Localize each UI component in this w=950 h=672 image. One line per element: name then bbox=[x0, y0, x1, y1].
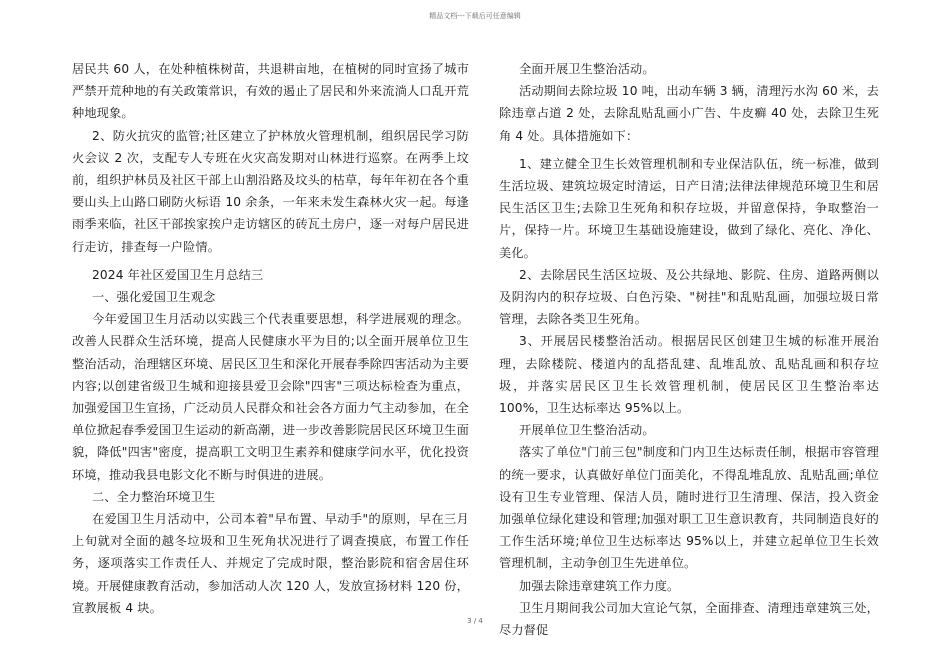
paragraph: 全面开展卫生整治活动。 bbox=[519, 62, 655, 76]
section-title: 2024 年社区爱国卫生月总结三 bbox=[92, 267, 264, 282]
left-column bbox=[72, 58, 469, 619]
page-header: 精品文档---下载后可任意编辑 bbox=[429, 12, 521, 20]
paragraph: 卫生月期间我公司加大宣论气氛，全面排查、清理违章建筑三处，尽力督促 bbox=[499, 600, 879, 638]
section-heading: 二、全力整治环境卫生 bbox=[92, 489, 216, 504]
section-heading: 一、强化爱国卫生观念 bbox=[92, 290, 216, 305]
paragraph: 落实了单位"门前三包"制度和门内卫生达标责任制，根据市容管理的统一要求，认真做好单位门面美化，不得乱堆乱放、乱贴乱画;单位设有卫生专业管理、保洁人员，随时进行卫生清理、保洁，投入资金加强单位绿化建设和管理;加强对职工卫生意识教育，共同制造良好的工作生活环境;单位卫生达标率达 95%以上，并建立起单位卫生长效管理机制，主动争创卫生先进单位。 bbox=[499, 445, 879, 571]
right-column bbox=[499, 58, 879, 641]
list-item: 2、去除居民生活区垃圾、及公共绿地、影院、住房、道路两侧以及阴沟内的积存垃圾、白色污染、"树挂"和乱贴乱画，加强垃圾日常管理，去除各类卫生死角。 bbox=[499, 267, 879, 327]
page-number: 3 / 4 bbox=[467, 617, 483, 625]
paragraph: 在爱国卫生月活动中，公司本着"早布置、早动手"的原则，早在三月上旬就对全面的越冬垃圾和卫生死角状况进行了调查摸底，布置工作任务，逐项落实工作责任人、并规定了完成时限，整治影院和宿舍居住环境。开展健康教育活动，参加活动人次 120 人，发放宣扬材料 120 份，宣教展板 4 块。 bbox=[72, 512, 469, 615]
paragraph: 开展单位卫生整治活动。 bbox=[519, 423, 655, 438]
paragraph: 活动期间去除垃圾 10 吨，出动车辆 3 辆，清理污水沟 60 米，去除违章占道 2 处，去除乱贴乱画小广告、牛皮癣 40 处，去除卫生死角 4 处。具体措施如下： bbox=[499, 84, 879, 143]
paragraph: 今年爱国卫生月活动以实践三个代表重要思想，科学进展观的理念。改善人民群众生活环境，提高人民健康水平为目的;以全面开展单位卫生整治活动，治理辖区环境、居民区卫生和深化开展春季除四害活动为主要内容;以创建省级卫生城和迎接县爱卫会除"四害"三项达标检查为重点，加强爱国卫生宣扬，广泛动员人民群众和社会各方面力气主动参加，在全单位掀起春季爱国卫生运动的新高潮，进一步改善影院居民区环境卫生面貌，降低"四害"密度，提高职工文明卫生素养和健康学问水平，优化投资环境，推动我县电影文化不断与时俱进的进展。 bbox=[72, 312, 469, 482]
paragraph: 居民共 60 人，在处种植株树苗，共退耕亩地，在植树的同时宣扬了城市严禁开荒种地的有关政策常识，有效的遏止了居民和外来流淌人口乱开荒种地现象。 bbox=[72, 62, 469, 121]
list-item: 1、建立健全卫生长效管理机制和专业保洁队伍，统一标准，做到生活垃圾、建筑垃圾定时清运，日产日清;法律法律规范环境卫生和居民生活区卫生;去除卫生死角和积存垃圾，并留意保持，争取整治一片，保持一片。环境卫生基础设施建设，做到了绿化、亮化、净化、美化。 bbox=[499, 156, 879, 260]
list-item: 3、开展居民楼整治活动。根据居民区创建卫生城的标准开展治理，去除楼院、楼道内的乱搭乱建、乱堆乱放、乱贴乱画和积存垃圾，并落实居民区卫生长效管理机制，使居民区卫生整治率达 100%，卫生达标率达 95%以上。 bbox=[499, 334, 879, 416]
paragraph: 2、防火抗灾的监管;社区建立了护林放火管理机制，组织居民学习防火会议 2 次，支配专人专班在火灾高发期对山林进行巡察。在两季上坟前，组织护林员及社区干部上山割沿路及坟头的枯草，每年年初在各个重要山头上山路口刷防火标语 10 余条，一年来未发生森林火灾一起。每逢雨季来临，社区干部挨家挨户走访辖区的砖瓦土房户，逐一对每户居民进行走访，排查每一户险情。 bbox=[72, 128, 469, 254]
paragraph: 加强去除违章建筑工作力度。 bbox=[519, 578, 680, 593]
